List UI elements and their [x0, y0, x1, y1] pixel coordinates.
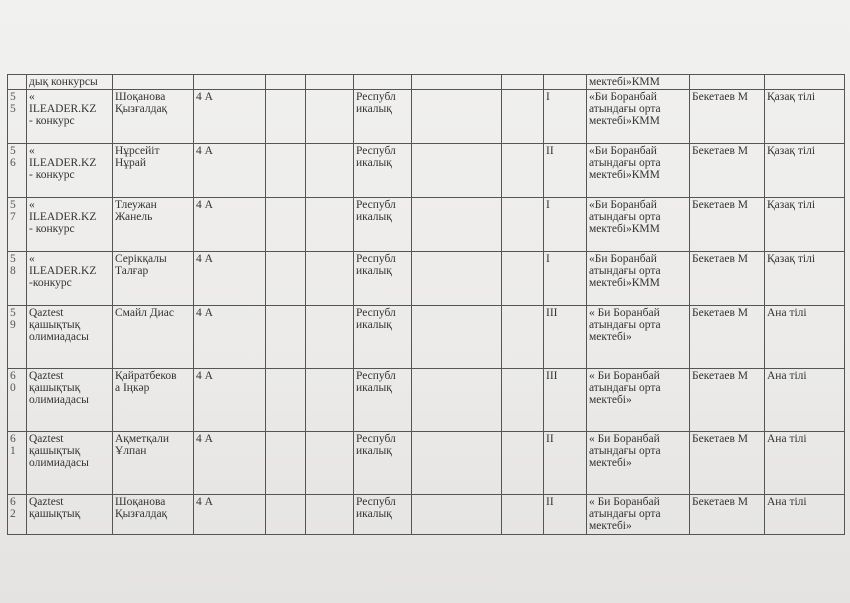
cell-num: 5 7: [8, 198, 27, 252]
cell-place: III: [544, 369, 587, 432]
cell-empty: [306, 306, 354, 369]
cell-school: «Би Боранбай атындағы орта мектебі»КММ: [587, 144, 690, 198]
cell-place: I: [544, 252, 587, 306]
cell-num: 5 5: [8, 90, 27, 144]
cell-grade: 4 А: [194, 90, 266, 144]
cell-school: «Би Боранбай атындағы орта мектебі»КММ: [587, 252, 690, 306]
cell-empty: [266, 306, 306, 369]
cell-empty: [502, 432, 544, 495]
cell-place: [544, 75, 587, 90]
cell-num: 5 6: [8, 144, 27, 198]
cell-place: II: [544, 432, 587, 495]
cell-student: Ақметқали Ұлпан: [113, 432, 194, 495]
table-row: [8, 252, 845, 306]
cell-empty: [502, 90, 544, 144]
cell-level: Республ икалық: [354, 432, 412, 495]
cell-num: 6 1: [8, 432, 27, 495]
cell-subject: Қазақ тілі: [765, 90, 845, 144]
cell-empty: [266, 495, 306, 535]
cell-empty: [306, 252, 354, 306]
cell-event: Qaztest қашықтық олимиадасы: [27, 306, 113, 369]
cell-empty: [412, 252, 502, 306]
cell-grade: [194, 75, 266, 90]
cell-student: [113, 75, 194, 90]
cell-event: Qaztest қашықтық олимиадасы: [27, 369, 113, 432]
cell-event: « ILEADER.KZ -конкурс: [27, 252, 113, 306]
cell-empty: [502, 306, 544, 369]
cell-empty: [412, 144, 502, 198]
table-row: [8, 144, 845, 198]
cell-empty: [502, 75, 544, 90]
cell-place: III: [544, 306, 587, 369]
cell-subject: Ана тілі: [765, 432, 845, 495]
cell-num: 6 0: [8, 369, 27, 432]
table-row: [8, 306, 845, 369]
cell-empty: [266, 369, 306, 432]
table-row: [8, 198, 845, 252]
cell-empty: [266, 144, 306, 198]
table-row: [8, 432, 845, 495]
cell-grade: 4 А: [194, 306, 266, 369]
cell-empty: [502, 369, 544, 432]
cell-empty: [412, 306, 502, 369]
cell-school: мектебі»КММ: [587, 75, 690, 90]
cell-empty: [266, 432, 306, 495]
awards-table: [7, 74, 845, 535]
cell-empty: [266, 75, 306, 90]
cell-place: I: [544, 90, 587, 144]
cell-empty: [502, 252, 544, 306]
cell-empty: [266, 252, 306, 306]
cell-grade: 4 А: [194, 432, 266, 495]
cell-student: Серікқалы Талғар: [113, 252, 194, 306]
cell-empty: [306, 90, 354, 144]
cell-num: [8, 75, 27, 90]
cell-level: Республ икалық: [354, 369, 412, 432]
cell-empty: [306, 432, 354, 495]
cell-teacher: Бекетаев М: [690, 495, 765, 535]
cell-empty: [502, 144, 544, 198]
cell-subject: Қазақ тілі: [765, 198, 845, 252]
table-row: [8, 495, 845, 535]
cell-event: дық конкурсы: [27, 75, 113, 90]
cell-level: Республ икалық: [354, 144, 412, 198]
cell-empty: [412, 75, 502, 90]
cell-event: « ILEADER.KZ - конкурс: [27, 198, 113, 252]
cell-event: Qaztest қашықтық олимиадасы: [27, 432, 113, 495]
cell-teacher: Бекетаев М: [690, 198, 765, 252]
cell-level: Республ икалық: [354, 495, 412, 535]
cell-teacher: [690, 75, 765, 90]
cell-school: «Би Боранбай атындағы орта мектебі»КММ: [587, 198, 690, 252]
cell-empty: [412, 432, 502, 495]
cell-student: Шоқанова Қызғалдақ: [113, 90, 194, 144]
cell-school: « Би Боранбай атындағы орта мектебі»: [587, 306, 690, 369]
cell-teacher: Бекетаев М: [690, 306, 765, 369]
cell-grade: 4 А: [194, 198, 266, 252]
cell-subject: Ана тілі: [765, 369, 845, 432]
cell-event: Qaztest қашықтық: [27, 495, 113, 535]
cell-subject: [765, 75, 845, 90]
cell-school: « Би Боранбай атындағы орта мектебі»: [587, 432, 690, 495]
cell-place: II: [544, 495, 587, 535]
table-row: [8, 369, 845, 432]
cell-empty: [306, 369, 354, 432]
cell-event: « ILEADER.KZ - конкурс: [27, 90, 113, 144]
cell-grade: 4 А: [194, 495, 266, 535]
cell-empty: [306, 75, 354, 90]
cell-student: Нұрсейіт Нұрай: [113, 144, 194, 198]
cell-student: Шоқанова Қызғалдақ: [113, 495, 194, 535]
cell-empty: [266, 90, 306, 144]
cell-grade: 4 А: [194, 252, 266, 306]
cell-empty: [266, 198, 306, 252]
cell-school: «Би Боранбай атындағы орта мектебі»КММ: [587, 90, 690, 144]
cell-teacher: Бекетаев М: [690, 369, 765, 432]
table-row-top: [8, 75, 845, 90]
cell-teacher: Бекетаев М: [690, 144, 765, 198]
cell-level: Республ икалық: [354, 198, 412, 252]
cell-level: Республ икалық: [354, 306, 412, 369]
table-row: [8, 90, 845, 144]
cell-level: Республ икалық: [354, 90, 412, 144]
cell-school: « Би Боранбай атындағы орта мектебі»: [587, 369, 690, 432]
cell-school: « Би Боранбай атындағы орта мектебі»: [587, 495, 690, 535]
cell-num: 5 9: [8, 306, 27, 369]
cell-empty: [306, 144, 354, 198]
cell-num: 6 2: [8, 495, 27, 535]
cell-teacher: Бекетаев М: [690, 432, 765, 495]
cell-event: « ILEADER.KZ - конкурс: [27, 144, 113, 198]
cell-subject: Ана тілі: [765, 306, 845, 369]
cell-student: Қайратбеков а Іңкәр: [113, 369, 194, 432]
cell-student: Смайл Диас: [113, 306, 194, 369]
cell-grade: 4 А: [194, 144, 266, 198]
cell-subject: Қазақ тілі: [765, 252, 845, 306]
cell-place: II: [544, 144, 587, 198]
cell-subject: Қазақ тілі: [765, 144, 845, 198]
cell-student: Тлеужан Жанель: [113, 198, 194, 252]
cell-subject: Ана тілі: [765, 495, 845, 535]
cell-empty: [412, 495, 502, 535]
cell-empty: [412, 369, 502, 432]
cell-empty: [306, 198, 354, 252]
cell-teacher: Бекетаев М: [690, 252, 765, 306]
cell-grade: 4 А: [194, 369, 266, 432]
cell-empty: [502, 198, 544, 252]
cell-empty: [502, 495, 544, 535]
cell-empty: [306, 495, 354, 535]
cell-place: I: [544, 198, 587, 252]
cell-empty: [412, 198, 502, 252]
cell-teacher: Бекетаев М: [690, 90, 765, 144]
cell-level: Республ икалық: [354, 252, 412, 306]
cell-empty: [412, 90, 502, 144]
cell-level: [354, 75, 412, 90]
cell-num: 5 8: [8, 252, 27, 306]
